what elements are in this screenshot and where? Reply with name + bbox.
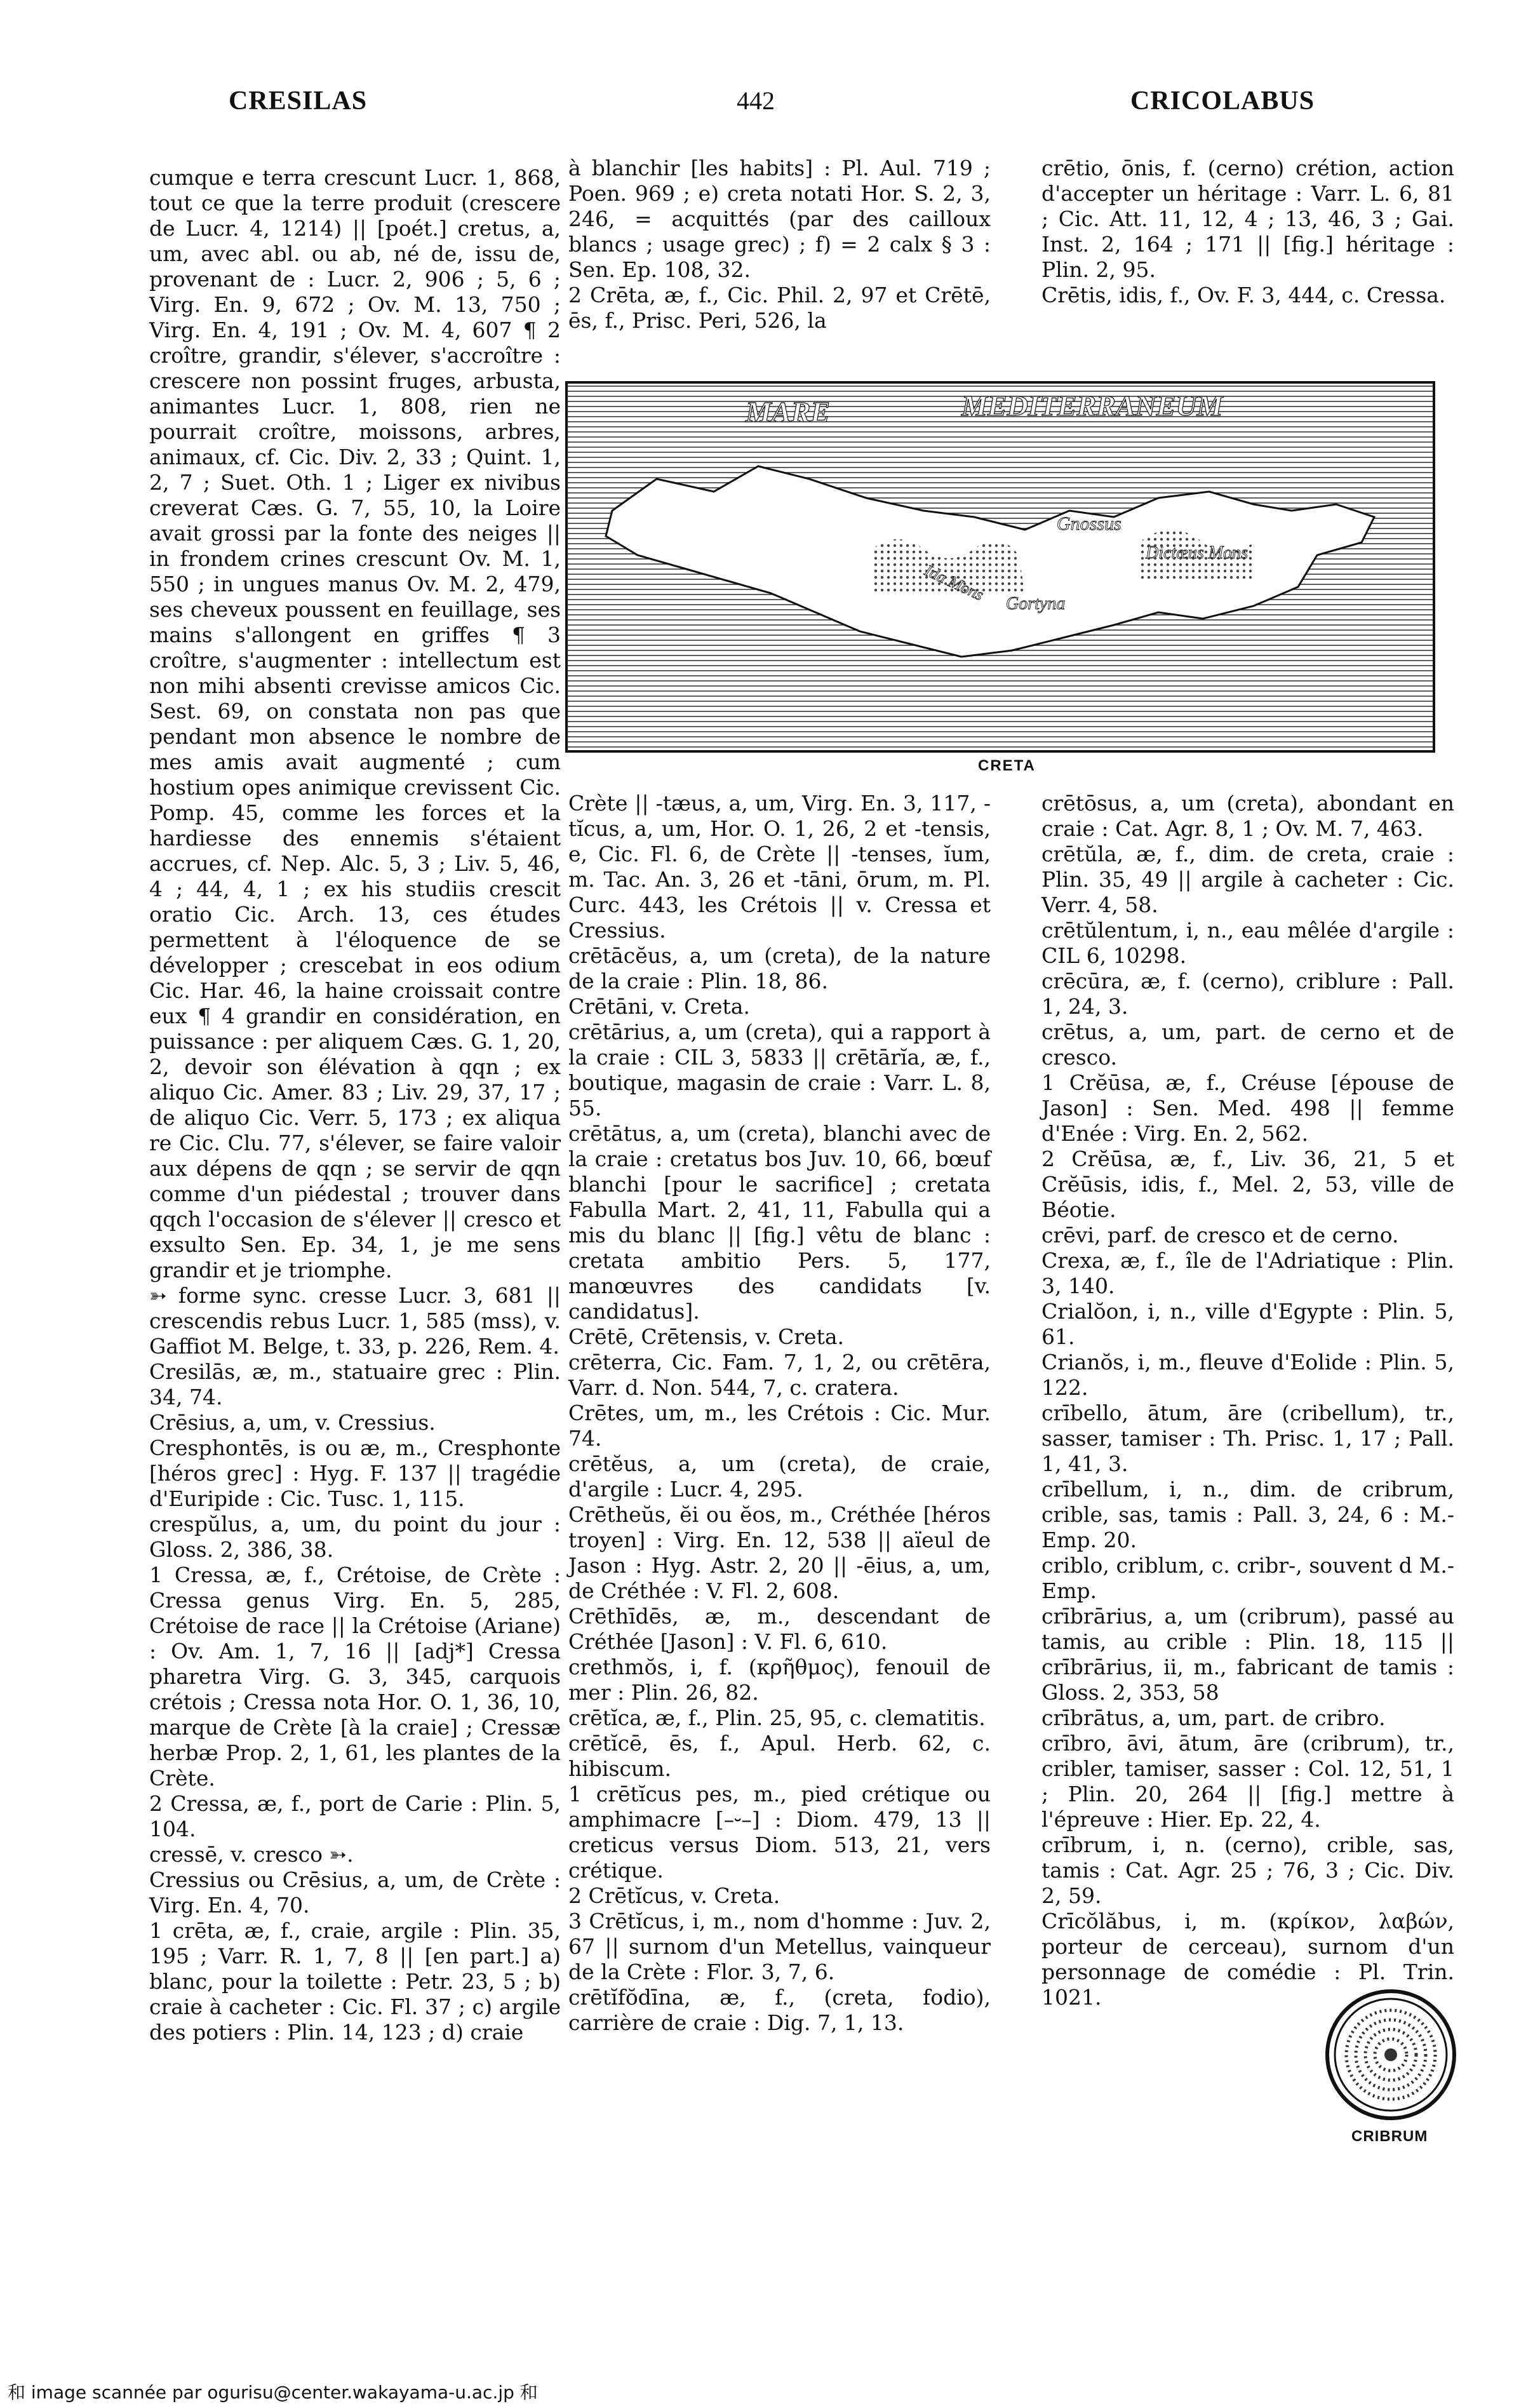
entry: crībrātus, a, um, part. de cribro. xyxy=(1041,1705,1386,1730)
entry: Crētāni, v. Creta. xyxy=(568,994,750,1019)
entry: 2 Cressa, æ, f., port de Carie : Plin. 5, 104. xyxy=(149,1791,561,1841)
entry: Cresphontēs, is ou æ, m., Cresphonte [héros grec] : Hyg. F. 137 || tragédie d'Euripide : Cic. Tusc. 1, 115. xyxy=(149,1435,561,1511)
crete-map xyxy=(565,381,1435,753)
entry: Crētis, idis, f., Ov. F. 3, 444, c. Cressa. xyxy=(1041,283,1446,307)
entry: Crētē, Crētensis, v. Creta. xyxy=(568,1324,845,1349)
entry: crētŭla, æ, f., dim. de creta, craie : Plin. 35, 49 || argile à cacheter : Cic. Verr. 4, 58. xyxy=(1041,842,1454,917)
column-right-bottom xyxy=(1041,791,1454,2010)
entry: ➳ forme sync. cresse Lucr. 3, 681 || crescendis rebus Lucr. 1, 585 (mss), v. Gaffiot M. Belge, t. 33, p. 226, Rem. 4. xyxy=(149,1283,561,1359)
entry: Cresilās, æ, m., statuaire grec : Plin. 34, 74. xyxy=(149,1359,561,1409)
cribrum-illustration xyxy=(1324,1988,1457,2121)
cribrum-caption: CRIBRUM xyxy=(1351,2128,1428,2145)
entry: Crianŏs, i, m., fleuve d'Eolide : Plin. 5, 122. xyxy=(1041,1350,1454,1400)
entry: crībrārius, a, um (cribrum), passé au tamis, au crible : Plin. 18, 115 || crībrārius, ii, m., fabricant de tamis : Gloss. 2, 353, 58 xyxy=(1041,1604,1454,1705)
entry: Crexa, æ, f., île de l'Adriatique : Plin. 3, 140. xyxy=(1041,1248,1454,1298)
entry: crētārius, a, um (creta), qui a rapport à la craie : CIL 3, 5833 || crētārĭa, æ, f., boutique, magasin de craie : Varr. L. 8, 55. xyxy=(568,1019,991,1120)
entry: crētātus, a, um (creta), blanchi avec de la craie : cretatus bos Juv. 10, 66, bœuf blanchi [pour le sacrifice] ; cretata Fabulla Mart. 2, 41, 11, Fabulla qui a mis du blanc || [fig.] vêtu de blanc : cretata ambitio Pers. 5, 177, manœuvres des candidats [v. candidatus]. xyxy=(568,1121,991,1324)
entry: crēcūra, æ, f. (cerno), criblure : Pall. 1, 24, 3. xyxy=(1041,969,1454,1019)
sea-label-1: MARE xyxy=(746,396,830,428)
map-caption: CRETA xyxy=(978,757,1036,774)
entry: 1 crētĭcus pes, m., pied crétique ou amphimacre [–⏑–] : Diom. 479, 13 || creticus versus Diom. 513, 21, vers crétique. xyxy=(568,1782,991,1883)
entry: 2 Crĕūsa, æ, f., Liv. 36, 21, 5 et Crĕūsis, idis, f., Mel. 2, 53, ville de Béotie. xyxy=(1041,1146,1454,1222)
entry: 3 Crētĭcus, i, m., nom d'homme : Juv. 2, 67 || surnom d'un Metellus, vainqueur de la Crète : Flor. 3, 7, 6. xyxy=(568,1909,991,1984)
entry: crētĕus, a, um (creta), de craie, d'argile : Lucr. 4, 295. xyxy=(568,1451,991,1502)
entry: 1 Cressa, æ, f., Crétoise, de Crète : Cressa genus Virg. En. 5, 285, Crétoise de race || la Crétoise (Ariane) : Ov. Am. 1, 7, 16 || [adj*] Cressa pharetra Virg. G. 3, 345, carquois crétois ; Cressa nota Hor. O. 1, 36, 10, marque de Crète [à la craie] ; Cressæ herbæ Prop. 2, 1, 61, les plantes de la Crète. xyxy=(149,1563,561,1791)
entry: Cressius ou Crēsius, a, um, de Crète : Virg. En. 4, 70. xyxy=(149,1867,561,1918)
entry: Crète || -tæus, a, um, Virg. En. 3, 117, -tĭcus, a, um, Hor. O. 1, 26, 2 et -tensis, e, Cic. Fl. 6, de Crète || -tenses, ĭum, m. Tac. An. 3, 26 et -tāni, ōrum, m. Pl. Curc. 443, les Crétois || v. Cressa et Cressius. xyxy=(568,791,991,943)
entry: crēvi, parf. de cresco et de cerno. xyxy=(1041,1223,1399,1247)
entry: 1 Crĕūsa, æ, f., Créuse [épouse de Jason] : Sen. Med. 498 || femme d'Enée : Virg. En. 2, 562. xyxy=(1041,1070,1454,1146)
place-gortyna: Gortyna xyxy=(1006,594,1066,614)
column-left xyxy=(149,165,561,2045)
place-dictaeus-mons: Dictæus Mons xyxy=(1146,543,1248,563)
crete-map-drawing xyxy=(568,384,1433,750)
entry: Crētheŭs, ĕi ou ĕos, m., Créthée [héros troyen] : Virg. En. 12, 538 || aïeul de Jason : Hyg. Astr. 2, 20 || -ēius, a, um, de Créthée : V. Fl. 2, 608. xyxy=(568,1502,991,1603)
scan-credit: 和 image scannée par ogurisu@center.wakayama-u.ac.jp 和 xyxy=(8,2382,538,2403)
column-middle-bottom xyxy=(568,791,991,2036)
entry: 2 Crēta, æ, f., Cic. Phil. 2, 97 et Crētē, ēs, f., Prisc. Peri, 526, la xyxy=(568,283,991,333)
entry: 1 crēta, æ, f., craie, argile : Plin. 35, 195 ; Varr. R. 1, 7, 8 || [en part.] a) blanc, pour la toilette : Petr. 23, 5 ; b) craie à cacheter : Cic. Fl. 37 ; c) argile des potiers : Plin. 14, 123 ; d) craie xyxy=(149,1918,561,2045)
place-gnossus: Gnossus xyxy=(1057,513,1122,534)
entry: Crēsius, a, um, v. Cressius. xyxy=(149,1410,436,1435)
place-ida-mons: Ida Mons xyxy=(921,561,987,605)
entry: crethmŏs, i, f. (κρῆθμος), fenouil de mer : Plin. 26, 82. xyxy=(568,1655,991,1705)
entry: à blanchir [les habits] : Pl. Aul. 719 ; Poen. 969 ; e) creta notati Hor. S. 2, 3, 246, = acquittés (par des cailloux blancs ; usage grec) ; f) = 2 calx § 3 : Sen. Ep. 108, 32. xyxy=(568,156,991,282)
left-headword: CRESILAS xyxy=(229,86,368,116)
sea-label-2: MEDITERRANEUM xyxy=(961,389,1223,422)
entry: crētōsus, a, um (creta), abondant en craie : Cat. Agr. 8, 1 ; Ov. M. 7, 463. xyxy=(1041,791,1454,841)
entry: crētĭcē, ēs, f., Apul. Herb. 62, c. hibiscum. xyxy=(568,1731,991,1781)
entry: crētus, a, um, part. de cerno et de cresco. xyxy=(1041,1019,1454,1070)
entry: crībellum, i, n., dim. de cribrum, crible, sas, tamis : Pall. 3, 24, 6 : M.-Emp. 20. xyxy=(1041,1477,1454,1552)
entry: Crialŏon, i, n., ville d'Egypte : Plin. 5, 61. xyxy=(1041,1299,1454,1349)
page-number: 442 xyxy=(737,86,775,115)
page-header xyxy=(0,86,1540,137)
entry: crībro, āvi, ātum, āre (cribrum), tr., cribler, tamiser, sasser : Col. 12, 51, 1 ; Plin. 20, 264 || [fig.] mettre à l'épreuve : Hier. Ep. 22, 4. xyxy=(1041,1731,1454,1832)
entry: crēterra, Cic. Fam. 7, 1, 2, ou crētēra, Varr. d. Non. 544, 7, c. cratera. xyxy=(568,1350,991,1400)
entry: crētĭfŏdīna, æ, f., (creta, fodio), carrière de craie : Dig. 7, 1, 13. xyxy=(568,1985,991,2035)
entry: Crētes, um, m., les Crétois : Cic. Mur. 74. xyxy=(568,1401,991,1451)
entry: crībrum, i, n. (cerno), crible, sas, tamis : Cat. Agr. 25 ; 76, 3 ; Cic. Div. 2, 59. xyxy=(1041,1832,1454,1908)
entry: Crīcŏlăbus, i, m. (κρίκον, λαβών, porteur de cerceau), surnom d'un personnage de comédie : Pl. Trin. 1021. xyxy=(1041,1909,1454,2010)
right-headword: CRICOLABUS xyxy=(1130,86,1315,116)
entry: crētio, ōnis, f. (cerno) crétion, action d'accepter un héritage : Varr. L. 6, 81 ; Cic. Att. 11, 12, 4 ; 13, 46, 3 ; Gai. Inst. 2, 164 ; 171 || [fig.] héritage : Plin. 2, 95. xyxy=(1041,156,1454,282)
entry: 2 Crētĭcus, v. Creta. xyxy=(568,1883,780,1908)
entry: crētācĕus, a, um (creta), de la nature de la craie : Plin. 18, 86. xyxy=(568,943,991,993)
entry: crībello, ātum, āre (cribellum), tr., sasser, tamiser : Th. Prisc. 1, 17 ; Pall. 1, 41, 3. xyxy=(1041,1401,1454,1476)
entry: crētĭca, æ, f., Plin. 25, 95, c. clematitis. xyxy=(568,1705,986,1730)
entry: crētŭlentum, i, n., eau mêlée d'argile : CIL 6, 10298. xyxy=(1041,918,1454,968)
entry: criblo, criblum, c. cribr-, souvent d M.-Emp. xyxy=(1041,1553,1454,1603)
column-right-top xyxy=(1041,156,1454,308)
column-middle-top xyxy=(568,156,991,333)
entry: Crēthīdēs, æ, m., descendant de Créthée [Jason] : V. Fl. 6, 610. xyxy=(568,1604,991,1654)
entry: cressē, v. cresco ➳. xyxy=(149,1842,354,1867)
entry: cumque e terra crescunt Lucr. 1, 868, tout ce que la terre produit (crescere de Lucr. 4, 1214) || [poét.] cretus, a, um, avec abl. ou ab, né de, issu de, provenant de : Lucr. 2, 906 ; 5, 6 ; Virg. En. 9, 672 ; Ov. M. 13, 750 ; Virg. En. 4, 191 ; Ov. M. 4, 607 ¶ 2 croître, grandir, s'élever, s'accroître : crescere non possint fruges, arbusta, animantes Lucr. 1, 808, rien ne pourrait croître, moissons, arbres, animaux, cf. Cic. Div. 2, 33 ; Quint. 1, 2, 7 ; Suet. Oth. 1 ; Liger ex nivibus creverat Cæs. G. 7, 55, 10, la Loire avait grossi par la fonte des neiges || in frondem crines crescunt Ov. M. 1, 550 ; in ungues manus Ov. M. 2, 479, ses cheveux poussent en feuillage, ses mains s'allongent en griffes ¶ 3 croître, s'augmenter : intellectum est non mihi absenti crevisse amicos Cic. Sest. 69, on constata non pas que pendant mon absence le nombre de mes amis avait augmenté ; cum hostium opes animique crevissent Cic. Pomp. 45, comme les forces et la hardiesse des ennemis s'étaient accrues, cf. Nep. Alc. 5, 3 ; Liv. 5, 46, 4 ; 44, 4, 1 ; ex his studiis crescit oratio Cic. Arch. 13, ces études permettent à l'éloquence de se développer ; crescebat in eos odium Cic. Har. 46, la haine croissait contre eux ¶ 4 grandir en considération, en puissance : per aliquem Cæs. G. 1, 20, 2, devoir son élévation à qqn ; ex aliquo Cic. Amer. 83 ; Liv. 29, 37, 17 ; de aliquo Cic. Verr. 5, 173 ; ex aliqua re Cic. Clu. 77, s'élever, se faire valoir aux dépens de qqn ; se servir de qqn comme d'un piédestal ; trouver dans qqch l'occasion de s'élever || cresco et exsulto Sen. Ep. 34, 1, je me sens grandir et je triomphe. xyxy=(149,165,561,1282)
entry: crespŭlus, a, um, du point du jour : Gloss. 2, 386, 38. xyxy=(149,1512,561,1562)
